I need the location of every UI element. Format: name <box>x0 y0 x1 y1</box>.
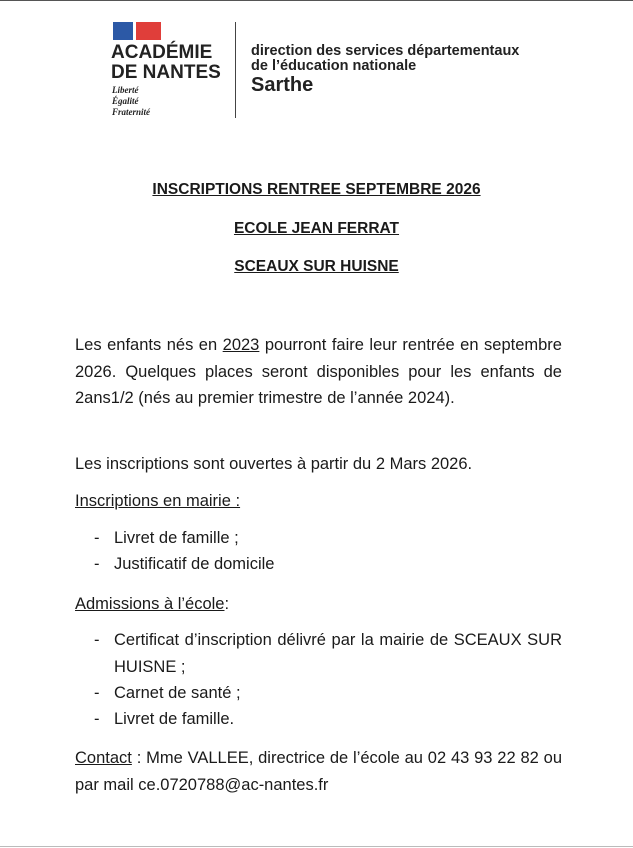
list-item-text: Livret de famille. <box>114 710 235 728</box>
logo-line-2: DE NANTES <box>111 62 221 83</box>
mairie-heading: Inscriptions en mairie : <box>75 492 241 510</box>
intro-paragraph <box>75 332 562 412</box>
header-divider <box>235 22 236 118</box>
academie-logo-text <box>111 43 221 83</box>
ecole-heading <box>75 591 562 618</box>
motto-egalite: Égalité <box>112 96 139 106</box>
motto-fraternite: Fraternité <box>112 107 151 117</box>
list-item-dash: - <box>94 631 100 649</box>
republic-flag-logo <box>113 22 161 40</box>
department-name: Sarthe <box>251 74 314 96</box>
contact-text: : Mme VALLEE, directrice de l’école au 02 43 93 22 82 ou par mail ce.0720788@ac-nantes.fr <box>75 749 562 794</box>
list-item: - Carnet de santé ; <box>94 684 241 702</box>
ecole-heading-colon: : <box>224 595 230 613</box>
title-town: SCEAUX SUR HUISNE <box>234 258 399 275</box>
contact-label: Contact <box>75 749 132 767</box>
list-item: - Livret de famille. <box>94 710 235 728</box>
list-item-text: Livret de famille ; <box>114 529 239 547</box>
list-item-text: Justificatif de domicile <box>114 555 275 573</box>
scan-edge <box>0 846 633 847</box>
direction-header <box>251 44 519 96</box>
title-inscriptions: INSCRIPTIONS RENTREE SEPTEMBRE 2026 <box>152 181 481 198</box>
intro-year: 2023 <box>222 336 260 354</box>
title-school: ECOLE JEAN FERRAT <box>233 220 400 237</box>
motto <box>112 85 150 118</box>
intro-text-rest: pourront faire leur rentrée en septembre 2026. Quelques places seront disponibles pour les enfants de 2ans1/2 (nés au premier trimestre de l’année 2024). <box>75 336 562 407</box>
ecole-heading-text: Admissions à l’école <box>75 595 225 613</box>
contact-paragraph <box>75 745 562 798</box>
motto-liberte: Liberté <box>112 85 139 95</box>
logo-line-1: ACADÉMIE <box>111 42 213 63</box>
intro-text: Les enfants nés en <box>75 336 223 354</box>
list-item-text: Carnet de santé ; <box>114 684 241 702</box>
direction-line-1: direction des services départementaux <box>251 43 520 59</box>
list-item: Certificat d’inscription délivré par la mairie de SCEAUX SUR HUISNE ; <box>114 631 562 676</box>
list-item: - Justificatif de domicile <box>94 555 275 573</box>
list-item: - Livret de famille ; <box>94 529 239 547</box>
direction-line-2: de l’éducation nationale <box>251 58 417 74</box>
opening-paragraph: Les inscriptions sont ouvertes à partir du 2 Mars 2026. <box>75 455 473 473</box>
